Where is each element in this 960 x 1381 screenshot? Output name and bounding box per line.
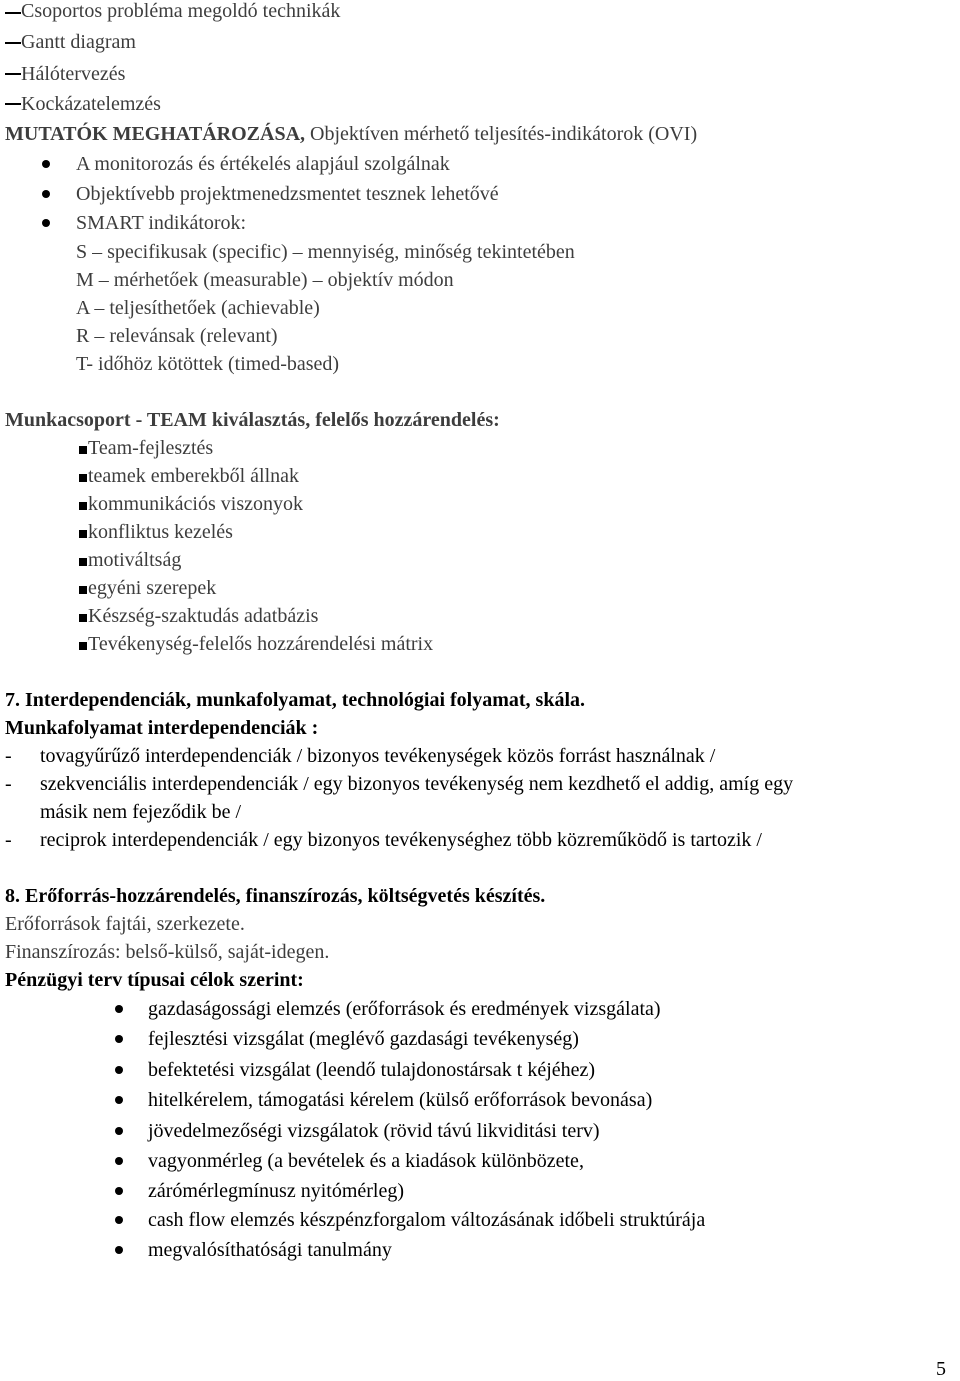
smart-item: M – mérhetőek (measurable) – objektív módon bbox=[76, 269, 454, 291]
dash-marker: - bbox=[5, 745, 12, 767]
financial-plan-heading: Pénzügyi terv típusai célok szerint: bbox=[5, 969, 304, 991]
team-item: Készség-szaktudás adatbázis bbox=[88, 605, 319, 627]
bullet-icon bbox=[115, 1127, 123, 1135]
smart-item: S – specifikusak (specific) – mennyiség, minőség tekintetében bbox=[76, 241, 575, 263]
tool-item: Gantt diagram bbox=[21, 31, 136, 53]
plan-item: befektetési vizsgálat (leendő tulajdonostársak t kéjéhez) bbox=[148, 1059, 596, 1081]
bullet-icon bbox=[42, 160, 50, 168]
page-number: 5 bbox=[936, 1358, 946, 1380]
team-item: kommunikációs viszonyok bbox=[88, 493, 303, 515]
team-item: Tevékenység-felelős hozzárendelési mátrix bbox=[88, 633, 434, 655]
dash-marker-icon bbox=[5, 73, 21, 75]
dash-marker-icon bbox=[5, 12, 21, 14]
bullet-icon bbox=[115, 1096, 123, 1104]
tool-item: Kockázatelemzés bbox=[21, 93, 161, 115]
dash-marker: - bbox=[5, 829, 12, 851]
interdependency-item: reciprok interdependenciák / egy bizonyos tevékenységhez több közreműködő is tartozik / bbox=[40, 829, 762, 851]
square-bullet-icon bbox=[79, 642, 87, 650]
plan-item: gazdaságossági elemzés (erőforrások és eredmények vizsgálata) bbox=[148, 998, 661, 1020]
square-bullet-icon bbox=[79, 474, 87, 482]
dash-marker-icon bbox=[5, 42, 21, 44]
smart-item: T- időhöz kötöttek (timed-based) bbox=[76, 353, 340, 375]
square-bullet-icon bbox=[79, 586, 87, 594]
bullet-icon bbox=[115, 1005, 123, 1013]
dash-marker-icon bbox=[5, 103, 21, 105]
square-bullet-icon bbox=[79, 558, 87, 566]
tool-item: Csoportos probléma megoldó technikák bbox=[21, 0, 341, 22]
plan-item: hitelkérelem, támogatási kérelem (külső erőforrások bevonása) bbox=[148, 1089, 653, 1111]
interdependency-item: szekvenciális interdependenciák / egy bizonyos tevékenység nem kezdhető el addig, amíg egy bbox=[40, 773, 794, 795]
plan-item: cash flow elemzés készpénzforgalom változásának időbeli struktúrája bbox=[148, 1209, 706, 1231]
plan-item: fejlesztési vizsgálat (meglévő gazdasági tevékenység) bbox=[148, 1028, 579, 1050]
indicators-heading bbox=[5, 124, 697, 144]
dash-marker: - bbox=[5, 773, 12, 795]
section-7-subheading: Munkafolyamat interdependenciák : bbox=[5, 717, 319, 739]
square-bullet-icon bbox=[79, 614, 87, 622]
team-item: konfliktus kezelés bbox=[88, 521, 233, 543]
plan-item: megvalósíthatósági tanulmány bbox=[148, 1239, 392, 1261]
plan-item: zárómérlegmínusz nyitómérleg) bbox=[148, 1180, 405, 1202]
bullet-icon bbox=[115, 1157, 123, 1165]
bullet-icon bbox=[42, 219, 50, 227]
team-heading: Munkacsoport - TEAM kiválasztás, felelős hozzárendelés: bbox=[5, 409, 500, 431]
bullet-icon bbox=[115, 1035, 123, 1043]
indicators-heading-rest: Objektíven mérhető teljesítés-indikátorok (OVI) bbox=[305, 123, 698, 145]
smart-item: A – teljesíthetőek (achievable) bbox=[76, 297, 320, 319]
financing-line: Finanszírozás: belső-külső, saját-idegen. bbox=[5, 941, 330, 963]
indicator-bullet: A monitorozás és értékelés alapjául szolgálnak bbox=[76, 153, 450, 175]
square-bullet-icon bbox=[79, 530, 87, 538]
bullet-icon bbox=[115, 1187, 123, 1195]
bullet-icon bbox=[115, 1216, 123, 1224]
tool-item: Hálótervezés bbox=[21, 63, 126, 85]
team-item: egyéni szerepek bbox=[88, 577, 217, 599]
bullet-icon bbox=[42, 190, 50, 198]
smart-item: R – relevánsak (relevant) bbox=[76, 325, 278, 347]
interdependency-item: tovagyűrűző interdependenciák / bizonyos tevékenységek közös forrást használnak / bbox=[40, 745, 716, 767]
bullet-icon bbox=[115, 1066, 123, 1074]
square-bullet-icon bbox=[79, 446, 87, 454]
team-item: motiváltság bbox=[88, 549, 182, 571]
section-7-heading: 7. Interdependenciák, munkafolyamat, technológiai folyamat, skála. bbox=[5, 689, 586, 711]
square-bullet-icon bbox=[79, 502, 87, 510]
indicator-bullet: Objektívebb projektmenedzsmentet tesznek lehetővé bbox=[76, 183, 499, 205]
resources-line: Erőforrások fajtái, szerkezete. bbox=[5, 913, 245, 935]
team-item: teamek emberekből állnak bbox=[88, 465, 300, 487]
section-8-heading: 8. Erőforrás-hozzárendelés, finanszírozás, költségvetés készítés. bbox=[5, 885, 546, 907]
team-item: Team-fejlesztés bbox=[88, 437, 214, 459]
plan-item: vagyonmérleg (a bevételek és a kiadások különbözete, bbox=[148, 1150, 584, 1172]
plan-item: jövedelmezőségi vizsgálatok (rövid távú likviditási terv) bbox=[148, 1120, 600, 1142]
bullet-icon bbox=[115, 1246, 123, 1254]
indicators-heading-bold: MUTATÓK MEGHATÁROZÁSA, bbox=[5, 123, 306, 145]
interdependency-item-continued: másik nem fejeződik be / bbox=[40, 801, 242, 823]
indicator-bullet: SMART indikátorok: bbox=[76, 212, 247, 234]
